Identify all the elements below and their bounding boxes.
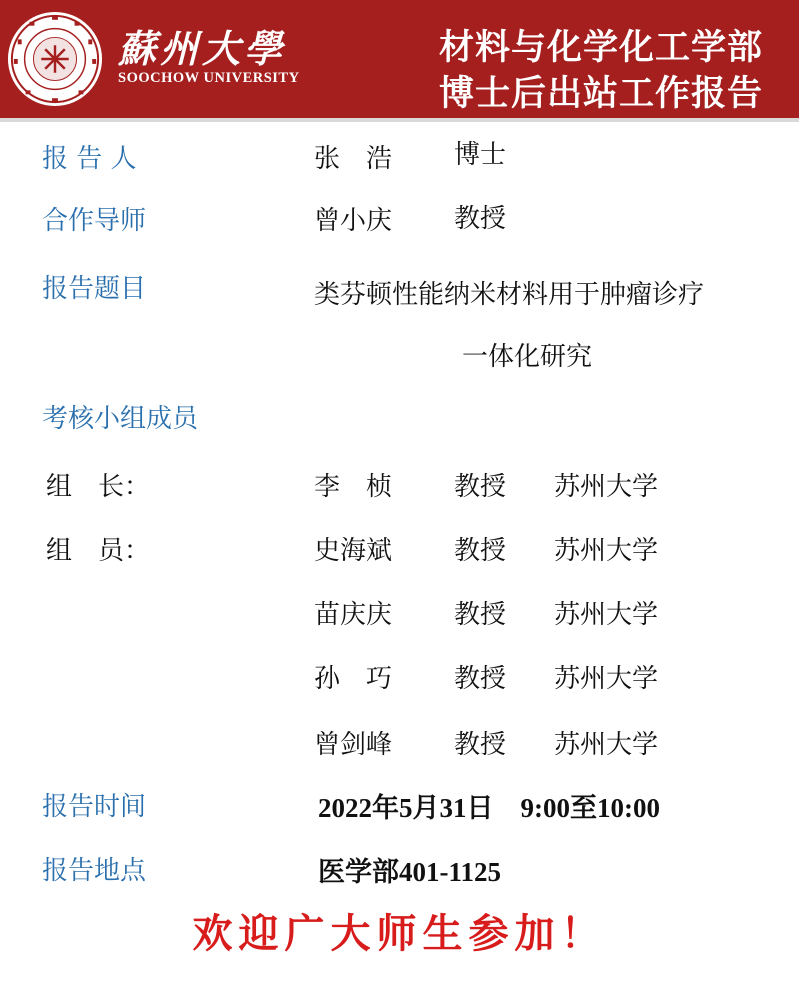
place-label: 报告地点: [42, 856, 147, 886]
reporter-label: 报 告 人: [42, 144, 137, 174]
member-name: 孙 巧: [314, 664, 393, 694]
time-value: 2022年5月31日 9:00至10:00: [318, 793, 660, 823]
welcome-message: 欢迎广大师生参加！: [192, 910, 607, 957]
member-title: 教授: [454, 664, 507, 694]
member-title: 教授: [454, 536, 507, 566]
supervisor-name: 曾小庆: [314, 206, 393, 236]
member-name: 苗庆庆: [314, 600, 393, 630]
supervisor-label: 合作导师: [42, 206, 147, 236]
title-report: 博士后出站工作报告: [438, 74, 763, 114]
member-title: 教授: [454, 472, 507, 502]
topic-line-2: 一体化研究: [462, 342, 593, 372]
committee-label: 考核小组成员: [42, 404, 199, 434]
member-affiliation: 苏州大学: [554, 536, 659, 566]
reporter-name: 张 浩: [314, 144, 393, 174]
supervisor-title: 教授: [454, 204, 507, 234]
time-label: 报告时间: [42, 792, 147, 822]
title-department: 材料与化学化工学部: [438, 28, 763, 68]
university-name-chinese: 蘇州大學: [118, 26, 287, 71]
member-title: 教授: [454, 730, 507, 760]
topic-label: 报告题目: [42, 274, 147, 304]
member-affiliation: 苏州大学: [554, 600, 659, 630]
committee-member-role: 组 员：: [46, 536, 151, 566]
member-name: 曾剑峰: [314, 730, 393, 760]
member-affiliation: 苏州大学: [554, 472, 659, 502]
member-affiliation: 苏州大学: [554, 730, 659, 760]
member-affiliation: 苏州大学: [554, 664, 659, 694]
reporter-title: 博士: [454, 140, 507, 170]
topic-line-1: 类芬顿性能纳米材料用于肿瘤诊疗: [314, 280, 705, 310]
committee-leader-role: 组 长：: [46, 472, 151, 502]
header-divider: [0, 118, 799, 122]
university-seal-logo: [6, 10, 104, 108]
member-title: 教授: [454, 600, 507, 630]
university-name-english: SOOCHOW UNIVERSITY: [118, 70, 300, 86]
member-name: 李 桢: [314, 472, 393, 502]
member-name: 史海斌: [314, 536, 393, 566]
place-value: 医学部401-1125: [318, 857, 502, 887]
